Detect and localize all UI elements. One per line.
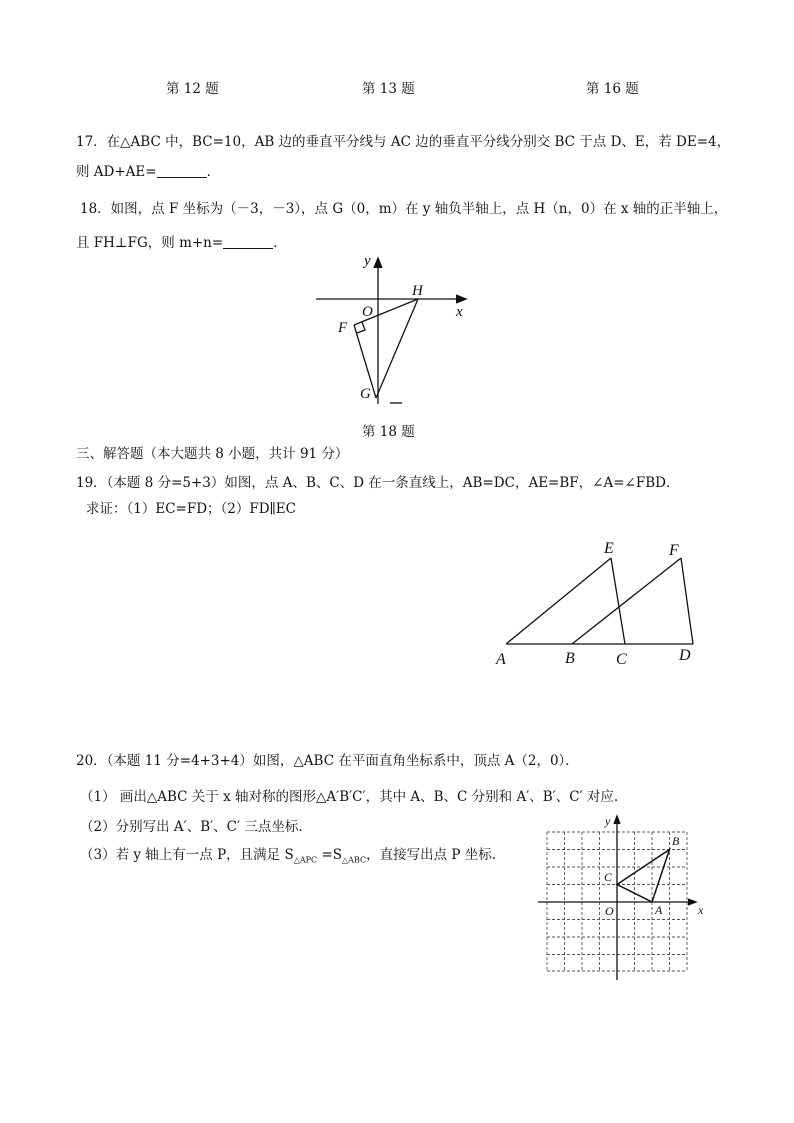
q19-label-c: C xyxy=(616,651,627,668)
q19-label-a: A xyxy=(496,651,506,668)
q20-label-c: C xyxy=(604,870,613,884)
q19-label-b: B xyxy=(565,650,575,667)
q18-right-angle-mark xyxy=(357,322,365,333)
q19-label-f: F xyxy=(669,542,679,559)
q20-part3 xyxy=(80,846,496,870)
q18-segment-fh xyxy=(354,299,418,325)
q17-line2-prefix: 则 AD+AE= xyxy=(76,164,157,180)
q20-grid xyxy=(547,832,687,971)
caption-q18: 第 18 题 xyxy=(362,424,415,440)
q18-line2-suffix: ． xyxy=(273,235,287,251)
q18-y-arrow xyxy=(374,258,382,268)
q19-label-d: D xyxy=(679,647,691,664)
q18-segment-hg xyxy=(376,299,418,398)
q19-label-e: E xyxy=(604,540,614,557)
q20-part2: （2）分别写出 A′、B′、C′ 三点坐标. xyxy=(80,819,303,835)
q19-line1: 19．（本题 8 分=5+3）如图，点 A、B、C、D 在一条直线上，AB=DC，AE=BF，∠A=∠FBD． xyxy=(76,475,680,491)
caption-q12: 第 12 题 xyxy=(166,81,219,97)
q17-line2 xyxy=(76,163,220,181)
q19-segment-fd xyxy=(681,558,693,644)
q19-segment-bf xyxy=(572,558,681,644)
q20-line1: 20．（本题 11 分=4+3+4）如图，△ABC 在平面直角坐标系中，顶点 A（2，0）． xyxy=(76,753,579,769)
q20-label-a: A xyxy=(655,903,663,917)
q18-line1: 18．如图，点 F 坐标为（－3，－3），点 G（0，m）在 y 轴负半轴上，点 H（n，0）在 x 轴的正半轴上， xyxy=(80,201,728,217)
q17-answer-blank xyxy=(157,165,207,178)
q20-part3-prefix: （3）若 y 轴上有一点 P，且满足 S xyxy=(80,847,294,863)
q20-part1: （1） 画出△ABC 关于 x 轴对称的图形△A′B′C′，其中 A、B、C 分别和 A′、B′、C′ 对应. xyxy=(80,789,619,805)
q18-x-arrow xyxy=(456,295,466,303)
q20-y-arrow xyxy=(614,816,620,824)
q20-label-o: O xyxy=(605,904,614,918)
q18-label-o: O xyxy=(362,304,373,320)
q20-triangle-abc xyxy=(617,850,670,903)
q18-answer-blank xyxy=(223,236,273,249)
q18-label-h: H xyxy=(412,283,423,299)
q20-part3-sub2: △ABC xyxy=(342,855,367,865)
q20-label-y: y xyxy=(605,814,611,828)
caption-q13: 第 13 题 xyxy=(362,81,415,97)
q19-line2: 求证：（1）EC=FD；（2）FD∥EC xyxy=(86,501,296,517)
q18-segment-fg xyxy=(354,325,376,398)
q17-line2-suffix: ． xyxy=(206,164,221,180)
q19-segment-ec xyxy=(611,558,625,644)
q19-segment-ae xyxy=(506,558,611,644)
q20-part3-suffix: ，直接写出点 P 坐标. xyxy=(366,847,497,863)
q20-x-arrow xyxy=(688,899,696,905)
caption-q16: 第 16 题 xyxy=(586,81,639,97)
q18-label-x: x xyxy=(456,304,463,320)
q18-label-g: G xyxy=(360,386,371,402)
q20-part3-sub1: △APC xyxy=(293,855,318,865)
q17-line1: 17．在△ABC 中，BC=10，AB 边的垂直平分线与 AC 边的垂直平分线分别交 BC 于点 D、E，若 DE=4， xyxy=(76,134,731,150)
q18-line2-prefix: 且 FH⊥FG，则 m+n= xyxy=(76,235,224,251)
q20-part3-mid: =S xyxy=(317,847,343,863)
q18-label-f: F xyxy=(338,320,348,336)
q20-label-b: B xyxy=(672,834,680,848)
section3-heading: 三、解答题（本大题共 8 小题，共计 91 分） xyxy=(76,446,349,462)
q18-label-y: y xyxy=(364,253,371,269)
q20-label-x: x xyxy=(698,903,704,917)
q18-line2 xyxy=(76,234,287,252)
